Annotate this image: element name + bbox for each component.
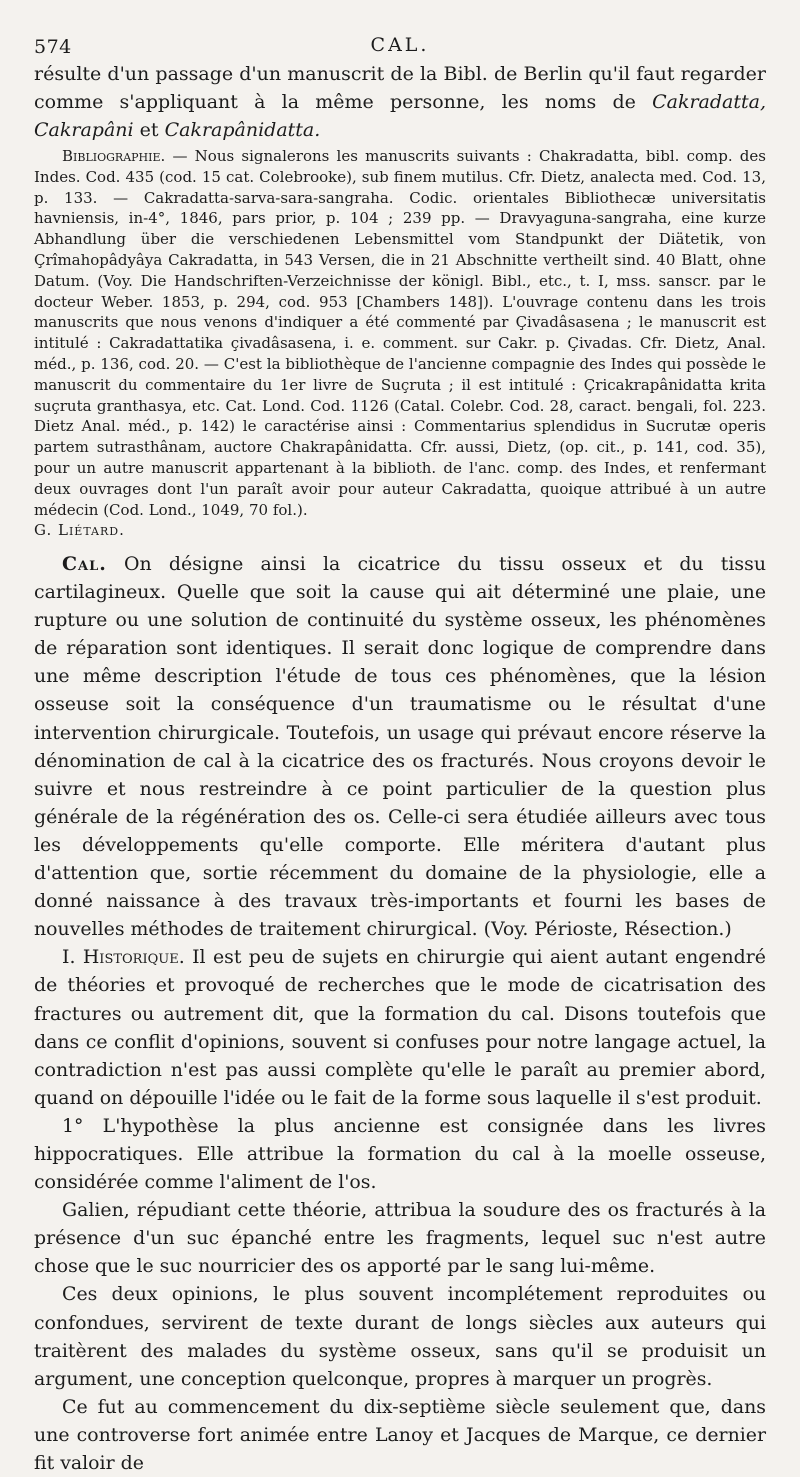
author-signature: G. Liétard. bbox=[34, 521, 125, 540]
intro-conjunction: et bbox=[133, 119, 165, 141]
article-paragraph-5: Ces deux opinions, le plus souvent incomplétement reproduites ou confondues, servirent de texte durant de longs siècles aux auteurs qui traitèrent des malades du système osseux, sans qu'il se produisit un argument, une conception quelconque, propres à marquer un progrès. bbox=[34, 1283, 766, 1390]
intro-name-last: Cakrapânidatta. bbox=[164, 119, 321, 141]
article-paragraph-6: Ce fut au commencement du dix-septième siècle seulement que, dans une controverse fort animée entre Lanoy et Jacques de Marque, ce dernier fit valoir de bbox=[34, 1395, 766, 1474]
running-title: CAL. bbox=[370, 34, 430, 56]
intro-names: Cakradatta, Cakrapâni bbox=[34, 91, 766, 141]
article-body bbox=[34, 550, 766, 1477]
article-paragraph-3: 1° L'hypothèse la plus ancienne est consignée dans les livres hippocratiques. Elle attribue la formation du cal à la moelle osseuse, considérée comme l'aliment de l'os. bbox=[34, 1114, 766, 1194]
article-headword: Cal. bbox=[62, 553, 107, 575]
bibliography-section bbox=[34, 146, 766, 541]
intro-text: résulte d'un passage d'un manuscrit de la Bibl. de Berlin qu'il faut regarder comme s'appliquant à la même personne, les noms de bbox=[34, 63, 766, 113]
section-heading: I. Historique. bbox=[62, 946, 185, 969]
article-paragraph-2: Il est peu de sujets en chirurgie qui aient autant engendré de théories et provoqué de recherches que le mode de cicatrisation des fractures ou autrement dit, que la formation du cal. Disons toutefois que dans ce conflit d'opinions, souvent si confuses pour notre langage actuel, la contradiction n'est pas aussi complète qu'elle le paraît au premier abord, quand on dépouille l'idée ou le fait de la forme sous laquelle il s'est produit. bbox=[34, 946, 766, 1109]
bibliography-text: — Nous signalerons les manuscrits suivants : Chakradatta, bibl. comp. des Indes. Cod. 435 (cod. 15 cat. Colebrooke), sub finem mutilus. Cfr. Dietz, analecta med. Cod. 13, p. 133. — Cakradatta-sarva-sara-sangraha. Codic. orientales Bibliothecæ universitatis havniensis, in-4°, 1846, pars prior, p. 104 ; 239 pp. — Dravyaguna-sangraha, eine kurze Abhandlung über die verschiedenen Lebensmittel vom Standpunkt der Diätetik, von Çrîmahopâdyâya Cakradatta, in 543 Versen, die in 21 Abschnitte vertheilt sind. 40 Blatt, ohne Datum. (Voy. Die Handschriften-Verzeichnisse der königl. Bibl., etc., t. I, mss. sanscr. par le docteur Weber. 1853, p. 294, cod. 953 [Chambers 148]). L'ouvrage contenu dans les trois manuscrits que nous venons d'indiquer a été commenté par Çivadâsasena ; le manuscrit est intitulé : Cakradattatika çivadâsasena, i. e. comment. sur Cakr. p. Çivadas. Cfr. Dietz, Anal. méd., p. 136, cod. 20. — C'est la bibliothèque de l'ancienne compagnie des Indes qui possède le manuscrit du commentaire du 1er livre de Suçruta ; il est intitulé : Çricakrapânidatta krita suçruta granthasya, etc. Cat. Lond. Cod. 1126 (Catal. Colebr. Cod. 28, caract. bengali, fol. 223. Dietz Anal. méd., p. 142) le caractérise ainsi : Commentarius splendidus in Sucrutæ operis partem sutrasthânam, auctore Chakrapânidatta. Cfr. aussi, Dietz, (op. cit., p. 141, cod. 35), pour un autre manuscrit appartenant à la biblioth. de l'anc. comp. des Indes, et renfermant deux ouvrages dont l'un paraît avoir pour auteur Cakradatta, quoique attribué à un autre médecin (Cod. Lond., 1049, 70 fol.). bbox=[34, 147, 766, 519]
bibliography-label: Bibliographie. bbox=[62, 147, 166, 165]
article-paragraph-1: On désigne ainsi la cicatrice du tissu osseux et du tissu cartilagineux. Quelle que soit la cause qui ait déterminé une plaie, une rupture ou une solution de continuité du système osseux, les phénomènes de réparation sont identiques. Il serait donc logique de comprendre dans une même description l'étude de tous ces phénomènes, que la lésion osseuse soit la conséquence d'un traumatisme ou le résultat d'une intervention chirurgicale. Toutefois, un usage qui prévaut encore réserve la dénomination de cal à la cicatrice des os fracturés. Nous croyons devoir le suivre et nous restreindre à ce point particulier de la question plus générale de la régénération des os. Celle-ci sera étudiée ailleurs avec tous les développements qu'elle comporte. Elle méritera d'autant plus d'attention que, sortie récemment du domaine de la physiologie, elle a donné naissance à des travaux très-importants et fourni les bases de nouvelles méthodes de traitement chirurgical. (Voy. Périoste, Résection.) bbox=[34, 553, 766, 941]
page-number: 574 bbox=[34, 36, 72, 58]
article-paragraph-4: Galien, répudiant cette théorie, attribua la soudure des os fracturés à la présence d'un suc épanché entre les fragments, lequel suc n'est autre chose que le suc nourricier des os apporté par le sang lui-même. bbox=[34, 1199, 766, 1278]
intro-paragraph bbox=[34, 60, 766, 144]
